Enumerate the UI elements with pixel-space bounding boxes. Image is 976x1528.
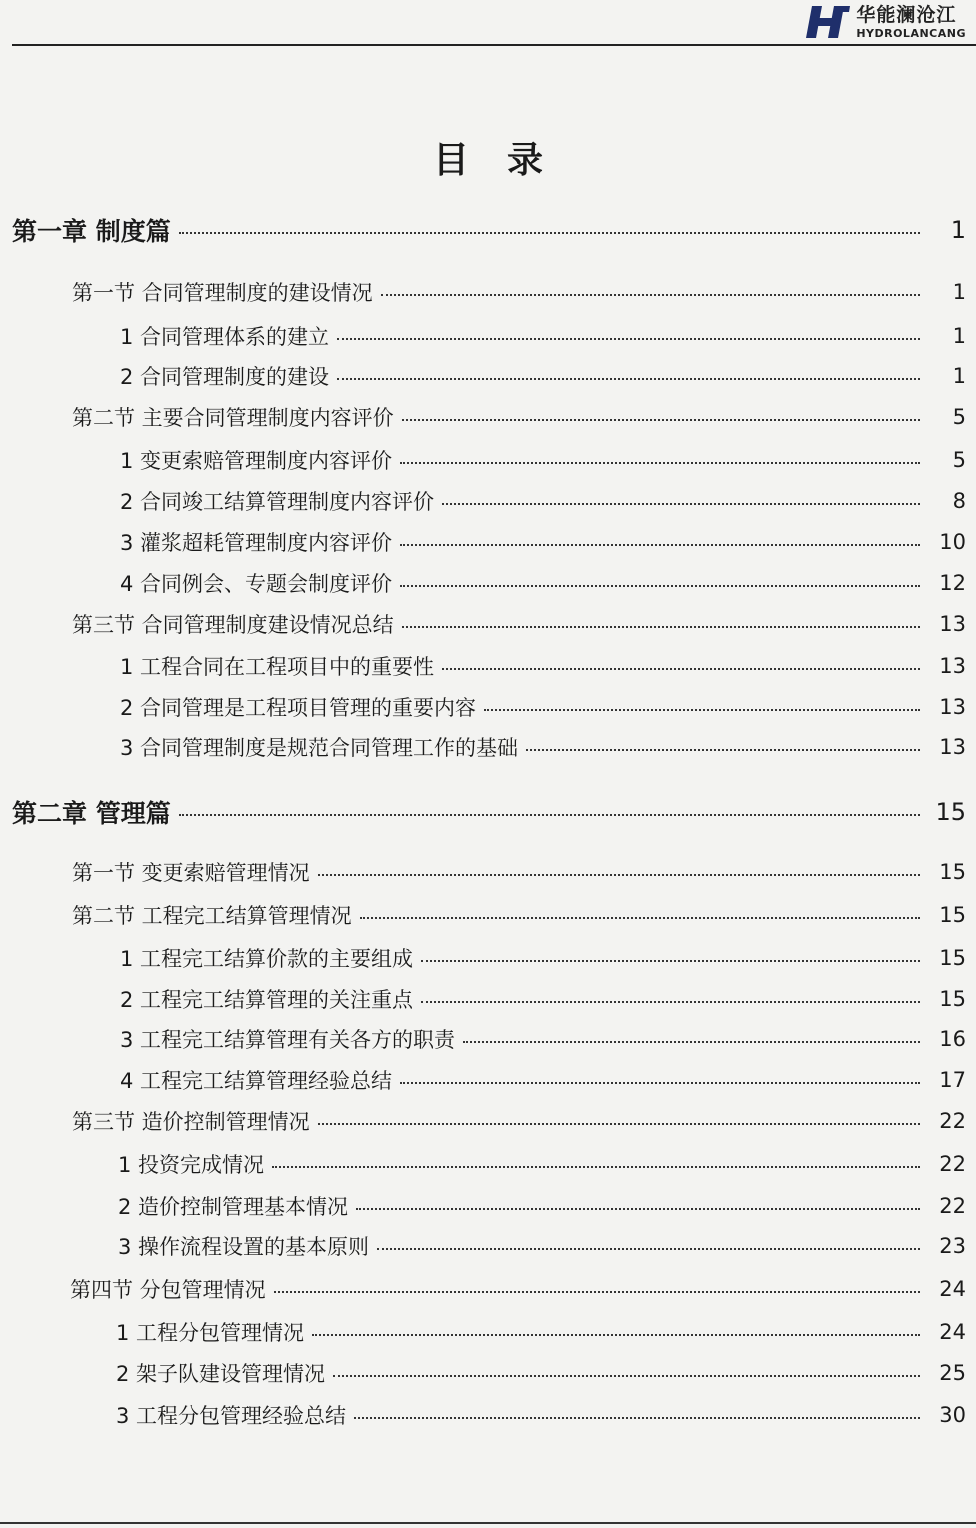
toc-chapter-2[interactable] — [12, 794, 966, 830]
toc-label: 第三节 合同管理制度建设情况总结 — [72, 613, 394, 637]
toc-leader — [484, 709, 920, 711]
toc-label: 1 投资完成情况 — [118, 1153, 265, 1177]
toc-section[interactable] — [70, 1273, 966, 1305]
toc-label: 1 工程完工结算价款的主要组成 — [120, 947, 414, 971]
toc-label: 第四节 分包管理情况 — [70, 1278, 266, 1302]
toc-page: 24 — [939, 1320, 966, 1344]
toc-item[interactable] — [120, 650, 966, 682]
logo-name-en: HYDROLANCANG — [856, 26, 966, 40]
toc-page: 1 — [950, 216, 966, 244]
toc-page: 22 — [939, 1109, 966, 1133]
toc-item[interactable] — [120, 1023, 966, 1055]
page-title: 目录 — [432, 140, 581, 181]
toc-label: 3 合同管理制度是规范合同管理工作的基础 — [120, 736, 519, 760]
toc-leader — [179, 814, 920, 816]
toc-label: 3 操作流程设置的基本原则 — [118, 1235, 370, 1259]
toc-item[interactable] — [120, 983, 966, 1015]
toc-label: 1 变更索赔管理制度内容评价 — [120, 449, 393, 473]
toc-page: 1 — [952, 324, 966, 348]
toc-page: 24 — [939, 1277, 966, 1301]
toc-section[interactable] — [72, 276, 966, 308]
toc-label: 3 工程分包管理经验总结 — [116, 1404, 347, 1428]
toc-label: 2 合同管理制度的建设 — [120, 365, 330, 389]
toc-leader — [402, 626, 920, 628]
toc-item[interactable] — [120, 1064, 966, 1096]
toc-label: 第一章 制度篇 — [12, 217, 171, 246]
toc-label: 2 架子队建设管理情况 — [116, 1362, 326, 1386]
toc-section[interactable] — [72, 899, 966, 931]
toc-label: 4 工程完工结算管理经验总结 — [120, 1069, 393, 1093]
toc-leader — [526, 749, 920, 751]
toc-leader — [354, 1417, 920, 1419]
toc-page: 8 — [952, 489, 966, 513]
toc-leader — [337, 338, 920, 340]
toc-item[interactable] — [120, 731, 966, 763]
toc-label: 1 合同管理体系的建立 — [120, 325, 330, 349]
toc-leader — [400, 585, 920, 587]
toc-item[interactable] — [118, 1230, 966, 1262]
toc-page: 22 — [939, 1194, 966, 1218]
toc-item[interactable] — [120, 526, 966, 558]
toc-label: 第一节 变更索赔管理情况 — [72, 861, 310, 885]
toc-item[interactable] — [120, 691, 966, 723]
toc-section[interactable] — [72, 1105, 966, 1137]
toc-page: 16 — [939, 1027, 966, 1051]
toc-label: 2 合同管理是工程项目管理的重要内容 — [120, 696, 477, 720]
toc-leader — [360, 917, 920, 919]
toc-page: 13 — [939, 654, 966, 678]
toc-section[interactable] — [72, 608, 966, 640]
toc-label: 第三节 造价控制管理情况 — [72, 1110, 310, 1134]
toc-label: 2 工程完工结算管理的关注重点 — [120, 988, 414, 1012]
toc-leader — [400, 544, 920, 546]
toc-leader — [274, 1291, 920, 1293]
toc-page: 15 — [939, 946, 966, 970]
toc-leader — [312, 1334, 920, 1336]
toc-page: 13 — [939, 735, 966, 759]
toc-leader — [400, 1082, 920, 1084]
toc-label: 第二节 主要合同管理制度内容评价 — [72, 406, 394, 430]
toc-leader — [333, 1375, 920, 1377]
toc-item[interactable] — [118, 1148, 966, 1180]
toc-item[interactable] — [120, 485, 966, 517]
toc-leader — [318, 1123, 920, 1125]
toc-leader — [381, 294, 920, 296]
toc-leader — [442, 668, 920, 670]
toc-page: 15 — [939, 860, 966, 884]
toc-page: 22 — [939, 1152, 966, 1176]
toc-page: 10 — [939, 530, 966, 554]
toc-page: 5 — [952, 448, 966, 472]
toc-leader — [377, 1248, 920, 1250]
toc-item[interactable] — [116, 1316, 966, 1348]
toc-leader — [337, 378, 920, 380]
toc-page: 13 — [939, 612, 966, 636]
toc-section[interactable] — [72, 856, 966, 888]
toc-label: 3 工程完工结算管理有关各方的职责 — [120, 1028, 456, 1052]
toc-chapter-1[interactable] — [12, 212, 966, 248]
toc-page: 15 — [935, 798, 966, 826]
toc-label: 1 工程分包管理情况 — [116, 1321, 305, 1345]
toc-label: 3 灌浆超耗管理制度内容评价 — [120, 531, 393, 555]
toc-page: 5 — [952, 405, 966, 429]
toc-page: 13 — [939, 695, 966, 719]
toc-leader — [356, 1208, 920, 1210]
toc-page: 25 — [939, 1361, 966, 1385]
toc-leader — [463, 1041, 920, 1043]
toc-label: 1 工程合同在工程项目中的重要性 — [120, 655, 435, 679]
toc-item[interactable] — [118, 1190, 966, 1222]
toc-leader — [421, 960, 920, 962]
toc-leader — [402, 419, 920, 421]
toc-leader — [421, 1001, 920, 1003]
toc-page: 1 — [952, 364, 966, 388]
toc-label: 2 造价控制管理基本情况 — [118, 1195, 349, 1219]
toc-label: 第一节 合同管理制度的建设情况 — [72, 281, 373, 305]
footer-rule — [0, 1522, 976, 1524]
toc-page: 15 — [939, 903, 966, 927]
logo-name-cn: 华能澜沧江 — [856, 3, 957, 26]
toc-leader — [442, 503, 920, 505]
toc-label: 4 合同例会、专题会制度评价 — [120, 572, 393, 596]
toc-leader — [272, 1166, 920, 1168]
toc-item[interactable] — [116, 1399, 966, 1431]
toc-leader — [318, 874, 920, 876]
toc-item[interactable] — [116, 1357, 966, 1389]
toc-item[interactable] — [120, 567, 966, 599]
toc-page: 15 — [939, 987, 966, 1011]
toc-page: 17 — [939, 1068, 966, 1092]
toc-item[interactable] — [120, 360, 966, 392]
toc-label: 2 合同竣工结算管理制度内容评价 — [120, 490, 435, 514]
toc-item[interactable] — [120, 942, 966, 974]
toc-item[interactable] — [120, 320, 966, 352]
toc-page: 23 — [939, 1234, 966, 1258]
toc-page: 30 — [939, 1403, 966, 1427]
toc-leader — [400, 462, 920, 464]
toc-page: 1 — [952, 280, 966, 304]
toc-leader — [179, 232, 920, 234]
toc-page: 12 — [939, 571, 966, 595]
toc-section[interactable] — [72, 401, 966, 433]
toc-item[interactable] — [120, 444, 966, 476]
toc-label: 第二节 工程完工结算管理情况 — [72, 904, 352, 928]
toc-label: 第二章 管理篇 — [12, 799, 171, 828]
